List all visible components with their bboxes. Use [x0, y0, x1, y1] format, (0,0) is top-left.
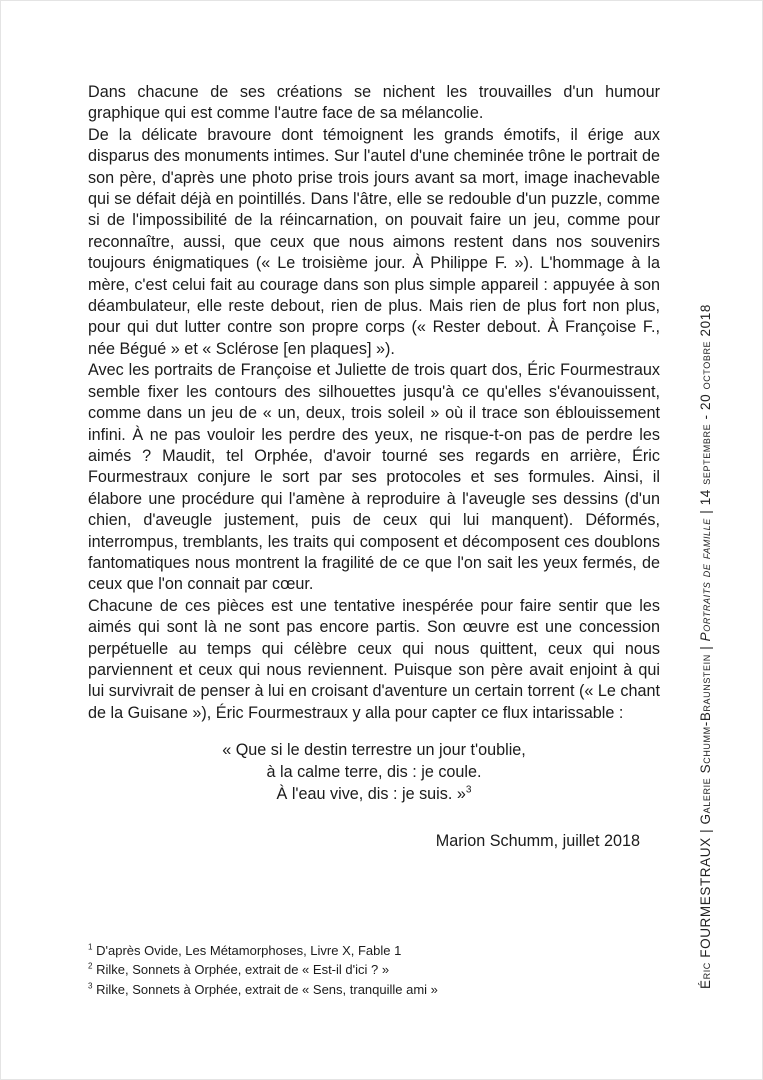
exhibition-colophon-sidebar [698, 267, 713, 989]
sidebar-date-start-day: 14 [698, 489, 713, 506]
sidebar-date-year: 2018 [698, 304, 713, 337]
quote-line-3-text: À l'eau vive, dis : je suis. » [276, 785, 466, 804]
sidebar-artist-last-name: FOURMESTRAUX [698, 837, 713, 958]
paragraph-1: Dans chacune de ses créations se nichent les trouvailles d'un humour graphique qui est comme l'autre face de sa mélancolie. [88, 83, 660, 123]
footnote-1 [88, 941, 648, 960]
sidebar-separator-3: | [698, 509, 713, 514]
footnote-2-marker: 2 [88, 961, 93, 971]
quote-line-2: à la calme terre, dis : je coule. [266, 763, 482, 782]
paragraph-3: Avec les portraits de Françoise et Juliette de trois quart dos, Éric Fourmestraux semble fixer les contours des silhouettes jusqu'à ce qu'elles s'évanouissent, comme dans un jeu de « un, deux, trois soleil » où il trace son éblouissement infini. À ne pas vouloir les perdre des yeux, ne risque-t-on pas de perdre les aimés ? Maudit, tel Orphée, d'avoir tourné ses regards en arrière, Éric Fourmestraux conjure le sort par ses protocoles et ses formules. Ainsi, il élabore une procédure qui l'amène à reproduire à l'aveugle ses dessins (d'un chien, d'aveugle justement, puis de ceux qui lui manquent). Déformés, interrompus, tremblants, les traits qui composent et décomposent ces doublons fantomatiques nous montrent la fragilité de ce que l'on sait les yeux fermés, de ceux que l'on connait par cœur. [88, 361, 660, 594]
paragraph-4: Chacune de ces pièces est une tentative inespérée pour faire sentir que les aimés qui sont là ne sont pas encore partis. Son œuvre est une concession perpétuelle au temps qui célèbre ceux qui nous quittent, ceux qui nous parviennent et ceux qui nous reviennent. Puisque son père avait enjoint à qui lui survivrait de penser à lui en croisant d'aventure un certain torrent (« Le chant de la Guisane »), Éric Fourmestraux y alla pour capter ce flux intarissable : [88, 596, 660, 722]
footnote-1-text: D'après Ovide, Les Métamorphoses, Livre X, Fable 1 [96, 943, 402, 958]
sidebar-artist-first-name: Éric [698, 962, 713, 989]
sidebar-exhibition-title: Portraits de famille [698, 518, 713, 642]
footnotes [88, 941, 648, 999]
sidebar-date-separator: - [698, 414, 713, 420]
sidebar-gallery-name: Galerie Schumm-Braunstein [698, 654, 713, 825]
sidebar-separator-2: | [698, 645, 713, 650]
signature: Marion Schumm, juillet 2018 [435, 832, 640, 851]
quote-line-3 [88, 783, 660, 805]
sidebar-date-end-month: octobre [698, 340, 713, 390]
footnote-3-text: Rilke, Sonnets à Orphée, extrait de « Sens, tranquille ami » [96, 981, 438, 997]
footnote-3 [88, 980, 648, 999]
footnote-1-marker: 1 [88, 942, 93, 952]
footnote-2-text: Rilke, Sonnets à Orphée, extrait de « Est-il d'ici ? » [96, 962, 390, 978]
quote-line-1: « Que si le destin terrestre un jour t'oublie, [222, 741, 526, 760]
paragraph-2: De la délicate bravoure dont témoignent les grands émotifs, il érige aux disparus des monuments intimes. Sur l'autel d'une cheminée trône le portrait de son père, d'après une photo prise trois jours avant sa mort, image inachevable qui se défait déjà en pointillés. Dans l'âtre, elle se redouble d'un puzzle, comme si de l'impossibilité de la réincarnation, on pouvait faire un jeu, comme pour reconnaître, aussi, que ceux que nous aimons restent dans nos souvenirs toujours énigmatiques (« Le troisième jour. À Philippe F. »). L'hommage à la mère, c'est celui fait au courage dans son plus simple appareil : appuyée à son déambulateur, elle reste debout, rien de plus. Mais rien de plus fort non plus, pour qui dut lutter contre son propre corps (« Rester debout. À Françoise F., née Bégué » et « Sclérose [en plaques] »). [88, 125, 660, 358]
footnote-3-marker: 3 [88, 981, 93, 991]
article-body [88, 82, 660, 853]
footnote-2 [88, 960, 648, 979]
footnote-reference-3: 3 [465, 784, 472, 796]
sidebar-date-start-month: septembre [698, 423, 713, 485]
poem-quote [88, 739, 660, 805]
sidebar-separator-1: | [698, 828, 713, 833]
sidebar-date-end-day: 20 [698, 393, 713, 410]
